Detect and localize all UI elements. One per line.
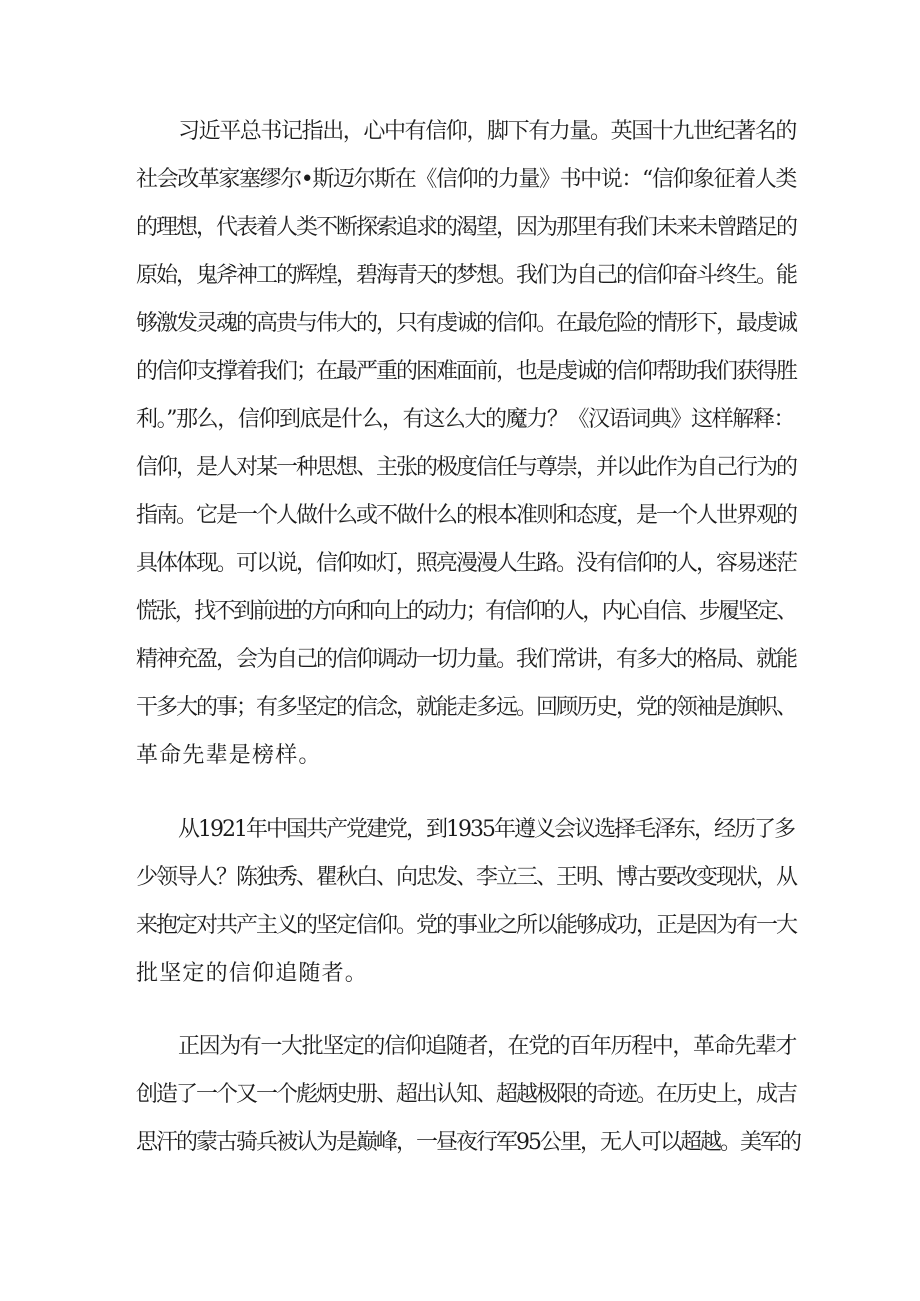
text-line: 社会改革家塞缪尔•斯迈尔斯在《信仰的力量》书中说：“信仰象征着人类 xyxy=(136,167,797,192)
text-line: 思汗的蒙古骑兵被认为是巅峰，一昼夜行军95公里，无人可以超越。美军的 xyxy=(136,1130,800,1155)
text-line: 具体体现。可以说，信仰如灯，照亮漫漫人生路。没有信仰的人，容易迷茫 xyxy=(136,551,797,576)
text-line: 习近平总书记指出，心中有信仰，脚下有力量。英国十九世纪著名的 xyxy=(178,119,797,144)
text-line: 正因为有一大批坚定的信仰追随者，在党的百年历程中，革命先辈才 xyxy=(178,1034,797,1059)
text-line: 原始，鬼斧神工的辉煌，碧海青天的梦想。我们为自己的信仰奋斗终生。能 xyxy=(136,263,797,288)
text-line: 信仰，是人对某一种思想、主张的极度信任与尊崇，并以此作为自己行为的 xyxy=(136,455,797,480)
text-line: 指南。它是一个人做什么或不做什么的根本准则和态度，是一个人世界观的 xyxy=(136,503,797,528)
text-line: 干多大的事；有多坚定的信念，就能走多远。回顾历史，党的领袖是旗帜、 xyxy=(136,695,797,720)
text-line: 批坚定的信仰追随者。 xyxy=(136,961,369,986)
text-line: 革命先辈是榜样。 xyxy=(136,743,322,768)
text-line: 够激发灵魂的高贵与伟大的，只有虔诚的信仰。在最危险的情形下，最虔诚 xyxy=(136,311,797,336)
text-line: 的信仰支撑着我们；在最严重的困难面前，也是虔诚的信仰帮助我们获得胜 xyxy=(136,359,797,384)
text-line: 创造了一个又一个彪炳史册、超出认知、超越极限的奇迹。在历史上，成吉 xyxy=(136,1082,797,1107)
text-line: 的理想，代表着人类不断探索追求的渴望，因为那里有我们未来未曾踏足的 xyxy=(136,215,797,240)
text-line: 少领导人？陈独秀、瞿秋白、向忠发、李立三、王明、博古要改变现状，从 xyxy=(136,865,797,890)
text-line: 来抱定对共产主义的坚定信仰。党的事业之所以能够成功，正是因为有一大 xyxy=(136,913,797,938)
text-line: 精神充盈，会为自己的信仰调动一切力量。我们常讲，有多大的格局、就能 xyxy=(136,647,797,672)
text-line: 慌张，找不到前进的方向和向上的动力；有信仰的人，内心自信、步履坚定、 xyxy=(136,599,796,624)
text-line: 从1921年中国共产党建党，到1935年遵义会议选择毛泽东，经历了多 xyxy=(178,817,794,842)
text-line: 利。”那么，信仰到底是什么，有这么大的魔力？《汉语词典》这样解释： xyxy=(136,407,795,432)
